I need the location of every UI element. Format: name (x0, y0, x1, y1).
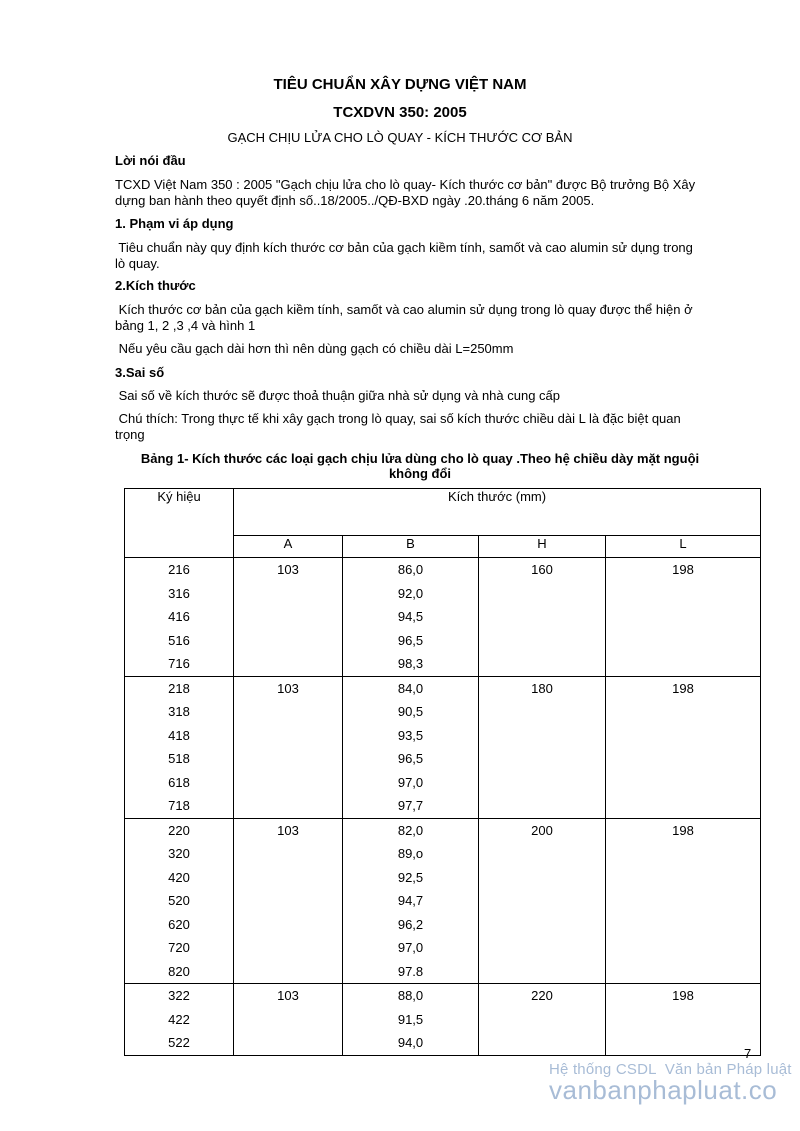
h-value: 200 (531, 822, 553, 838)
a-value: 103 (277, 562, 299, 577)
h-value: 160 (531, 562, 553, 577)
l-value: 198 (672, 562, 694, 577)
symbol-cell (125, 818, 234, 984)
header-l: L (606, 536, 761, 558)
a-cell (234, 558, 343, 677)
header-b: B (343, 536, 479, 558)
h-cell (479, 558, 606, 677)
size-line-3: Nếu yêu cầu gạch dài hơn thì nên dùng gạch có chiều dài L=250mm (115, 341, 514, 356)
scope-line-2: lò quay. (115, 256, 160, 271)
b-value: 92,0 (397, 585, 424, 601)
a-value: 103 (277, 822, 299, 838)
table-row (125, 676, 761, 818)
symbol-value: 718 (168, 798, 190, 813)
b-value: 94,0 (397, 1035, 424, 1050)
symbol-value: 322 (168, 988, 190, 1003)
size-heading: 2.Kích thước (115, 278, 196, 293)
b-value: 82,0 (397, 822, 424, 838)
b-value: 86,0 (397, 562, 424, 577)
doc-subtitle: GẠCH CHỊU LỬA CHO LÒ QUAY - KÍCH THƯỚC CƠ BẢN (227, 130, 573, 145)
symbol-value: 418 (168, 727, 190, 743)
b-value: 96,5 (397, 751, 424, 766)
b-value: 97,0 (397, 940, 424, 955)
b-value: 96,5 (397, 632, 424, 648)
symbol-value: 520 (168, 893, 190, 908)
symbol-value: 618 (168, 774, 190, 790)
size-line-1: Kích thước cơ bản của gạch kiềm tính, samốt và cao alumin sử dụng trong lò quay được thể hiện ở (115, 302, 693, 317)
l-value: 198 (672, 822, 694, 838)
table-caption (115, 451, 725, 481)
a-cell (234, 676, 343, 818)
header-a: A (234, 536, 343, 558)
symbol-value: 516 (168, 632, 190, 648)
l-cell (606, 984, 761, 1056)
foreword-heading: Lời nói đầu (115, 153, 186, 168)
page-number: 7 (744, 1046, 752, 1061)
table-row (125, 984, 761, 1056)
header-h: H (479, 536, 606, 558)
table-body (125, 558, 761, 1056)
tolerance-heading: 3.Sai số (115, 365, 165, 380)
b-value: 88,0 (397, 988, 424, 1003)
table-caption-line-2: không đổi (388, 466, 452, 481)
standard-code: TCXDVN 350: 2005 (333, 104, 467, 121)
table-row (125, 818, 761, 984)
symbol-value: 320 (168, 846, 190, 861)
b-value: 94,7 (397, 893, 424, 908)
symbol-cell (125, 984, 234, 1056)
b-cell (343, 676, 479, 818)
a-cell (234, 818, 343, 984)
l-cell (606, 818, 761, 984)
b-value: 90,5 (397, 704, 424, 719)
h-cell (479, 676, 606, 818)
doc-title: TIÊU CHUẨN XÂY DỰNG VIỆT NAM (273, 76, 527, 93)
symbol-value: 216 (168, 562, 190, 577)
table-row (125, 558, 761, 677)
h-value: 180 (531, 680, 553, 696)
b-value: 94,5 (397, 609, 424, 624)
l-value: 198 (672, 988, 694, 1003)
watermark-line-2: vanbanphapluat.co (549, 1075, 778, 1105)
symbol-value: 820 (168, 963, 190, 979)
h-cell (479, 818, 606, 984)
symbol-value: 318 (168, 704, 190, 719)
symbol-cell (125, 676, 234, 818)
b-value: 84,0 (397, 680, 424, 696)
l-value: 198 (672, 680, 694, 696)
l-cell (606, 558, 761, 677)
note-line-1: Chú thích: Trong thực tế khi xây gạch trong lò quay, sai số kích thước chiều dài L là đặc biệt quan (115, 411, 681, 426)
scope-heading: 1. Phạm vi áp dụng (115, 216, 234, 231)
a-cell (234, 984, 343, 1056)
size-line-2: bảng 1, 2 ,3 ,4 và hình 1 (115, 318, 256, 333)
a-value: 103 (277, 680, 299, 696)
note-line-2: trọng (115, 427, 145, 442)
b-value: 89,o (397, 846, 424, 861)
header-size: Kích thước (mm) (234, 489, 761, 536)
h-cell (479, 984, 606, 1056)
b-cell (343, 818, 479, 984)
a-value: 103 (277, 988, 299, 1003)
b-value: 91,5 (397, 1011, 424, 1027)
l-cell (606, 676, 761, 818)
b-cell (343, 984, 479, 1056)
scope-line-1: Tiêu chuẩn này quy định kích thước cơ bản của gạch kiềm tính, samốt và cao alumin sử dụng trong (115, 240, 693, 255)
brick-size-table (124, 488, 761, 1056)
symbol-value: 220 (168, 822, 190, 838)
b-value: 97,0 (397, 774, 424, 790)
b-cell (343, 558, 479, 677)
symbol-value: 316 (168, 585, 190, 601)
header-symbol: Ký hiệu (125, 489, 234, 558)
b-value: 97.8 (397, 963, 424, 979)
b-value: 97,7 (397, 798, 424, 813)
symbol-cell (125, 558, 234, 677)
symbol-value: 416 (168, 609, 190, 624)
b-value: 92,5 (397, 869, 424, 885)
symbol-value: 720 (168, 940, 190, 955)
tolerance-line-1: Sai số về kích thước sẽ được thoả thuận giữa nhà sử dụng và nhà cung cấp (115, 388, 561, 403)
symbol-value: 518 (168, 751, 190, 766)
symbol-value: 620 (168, 916, 190, 932)
b-value: 98,3 (397, 656, 424, 671)
symbol-value: 522 (168, 1035, 190, 1050)
h-value: 220 (531, 988, 553, 1003)
b-value: 96,2 (397, 916, 424, 932)
foreword-line-1: TCXD Việt Nam 350 : 2005 "Gạch chịu lửa cho lò quay- Kích thước cơ bản" được Bộ trưởng Bộ Xây (115, 177, 696, 192)
foreword-line-2: dựng ban hành theo quyết định số..18/2005../QĐ-BXD ngày .20.tháng 6 năm 2005. (115, 193, 595, 208)
symbol-value: 716 (168, 656, 190, 671)
symbol-value: 420 (168, 869, 190, 885)
symbol-value: 218 (168, 680, 190, 696)
b-value: 93,5 (397, 727, 424, 743)
symbol-value: 422 (168, 1011, 190, 1027)
watermark-line-1: Hệ thống CSDL Văn bản Pháp luật (549, 1061, 792, 1078)
table-caption-line-1: Bảng 1- Kích thước các loại gạch chịu lửa dùng cho lò quay .Theo hệ chiều dày mặt nguội (140, 451, 700, 466)
